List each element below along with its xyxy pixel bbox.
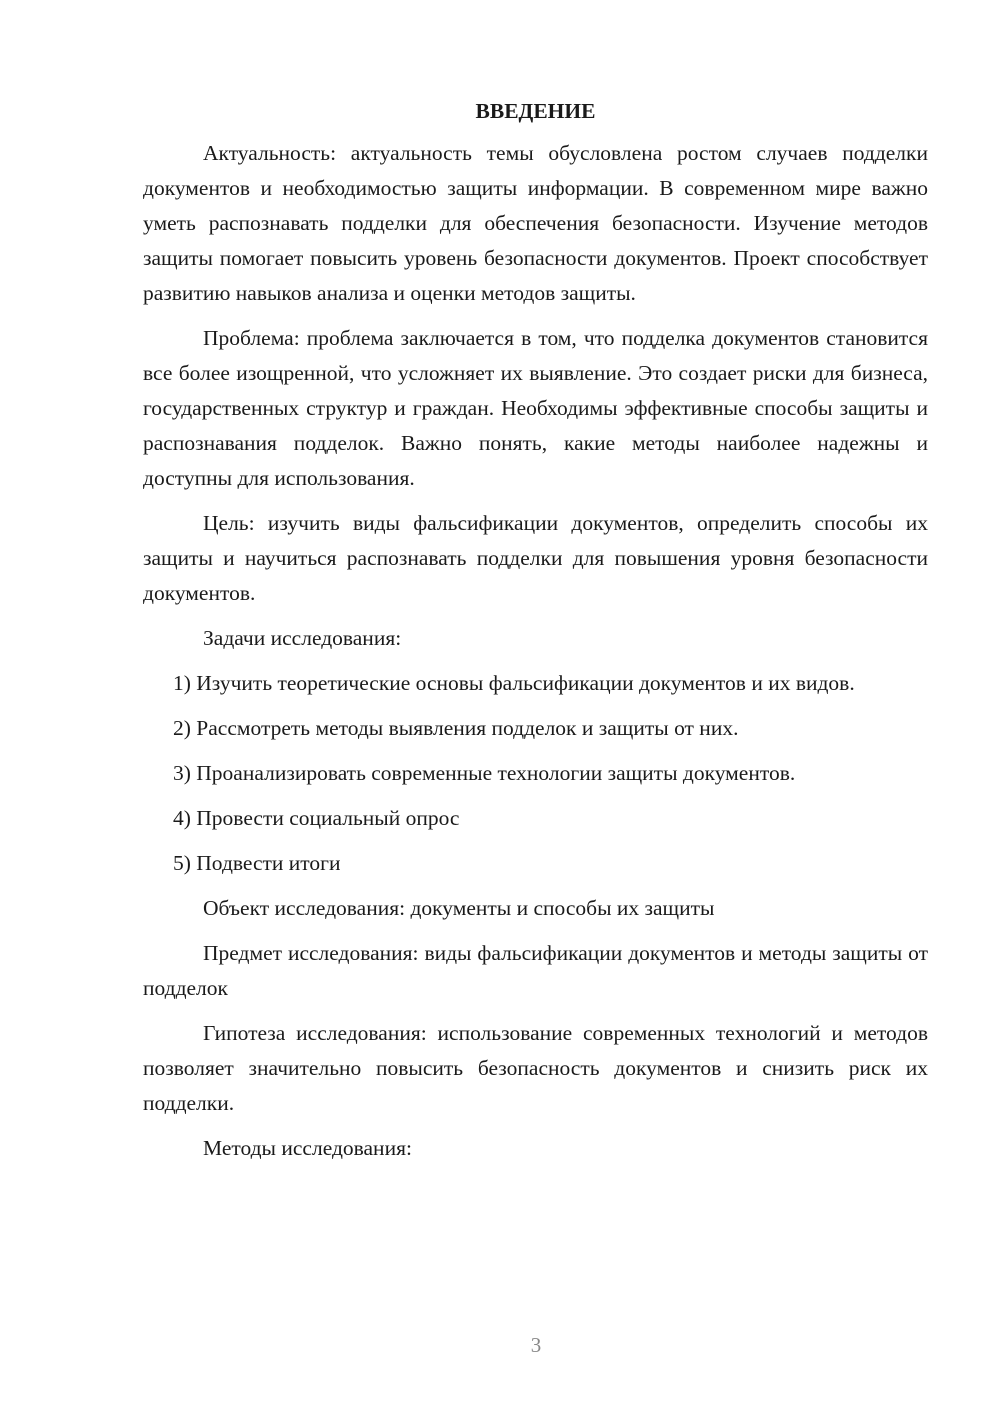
paragraph-hypothesis: Гипотеза исследования: использование современных технологий и методов позволяет значительно повысить безопасность документов и снизить риск их подделки. — [143, 1021, 928, 1115]
task-item-4: 4) Провести социальный опрос — [173, 806, 460, 830]
paragraph-methods: Методы исследования: — [203, 1136, 412, 1160]
paragraph-goal: Цель: изучить виды фальсификации документов, определить способы их защиты и научиться распознавать подделки для повышения уровня безопасности документов. — [143, 511, 928, 605]
paragraph-object: Объект исследования: документы и способы их защиты — [203, 896, 715, 920]
task-item-3: 3) Проанализировать современные технологии защиты документов. — [173, 761, 796, 785]
task-item-5: 5) Подвести итоги — [173, 851, 341, 875]
page-title: ВВЕДЕНИЕ — [475, 99, 596, 123]
task-item-2: 2) Рассмотреть методы выявления подделок и защиты от них. — [173, 716, 739, 740]
paragraph-relevance: Актуальность: актуальность темы обусловлена ростом случаев подделки документов и необходимостью защиты информации. В современном мире важно уметь распознавать подделки для обеспечения безопасности. Изучение методов защиты помогает повысить уровень безопасности документов. Проект способствует развитию навыков анализа и оценки методов защиты. — [143, 141, 928, 305]
page-number: 3 — [530, 1333, 542, 1357]
paragraph-problem: Проблема: проблема заключается в том, что подделка документов становится все более изощренной, что усложняет их выявление. Это создает риски для бизнеса, государственных структур и граждан. Необходимы эффективные способы защиты и распознавания подделок. Важно понять, какие методы наиболее надежны и доступны для использования. — [143, 326, 928, 490]
paragraph-tasks-heading: Задачи исследования: — [203, 626, 402, 650]
document-body — [143, 96, 928, 1176]
task-item-1: 1) Изучить теоретические основы фальсификации документов и их видов. — [173, 671, 855, 695]
paragraph-subject: Предмет исследования: виды фальсификации документов и методы защиты от подделок — [143, 941, 928, 1000]
